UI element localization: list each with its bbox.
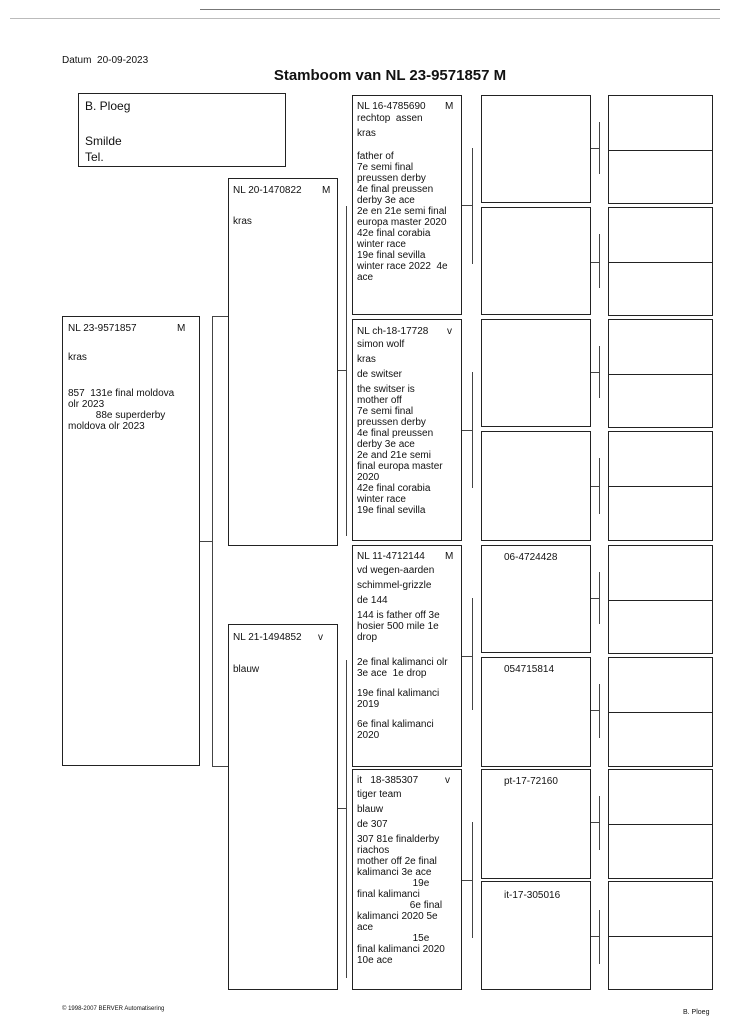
footer-copyright: © 1998-2007 BERVER Automatisering [62, 1006, 165, 1012]
note-line: schimmel-grizzle [357, 580, 432, 591]
connector [338, 808, 346, 809]
note-line: derby 3e ace [357, 195, 415, 206]
gen4-box-4 [481, 431, 591, 541]
connector [472, 148, 473, 264]
connector [462, 430, 472, 431]
gen5-box [608, 936, 713, 990]
connector [599, 796, 600, 850]
note-line: preussen derby [357, 417, 426, 428]
mf-sex: M [445, 551, 454, 562]
gen4-box-2 [481, 207, 591, 315]
subject-box [62, 316, 200, 766]
gen5-box [608, 769, 713, 825]
mother-id: NL 21-1494852 [233, 632, 302, 643]
connector [212, 316, 213, 766]
note-line [357, 710, 461, 719]
connector [599, 572, 600, 624]
gen4-id: 06-4724428 [504, 552, 558, 563]
note-line: 2e final kalimanci olr [357, 657, 448, 668]
father-box [228, 178, 338, 546]
owner-name: B. Ploeg [85, 99, 131, 113]
footer-owner: B. Ploeg [683, 1009, 710, 1016]
connector [346, 206, 347, 536]
note-line: 3e ace 1e drop [357, 668, 427, 679]
note-line: de switser [357, 369, 403, 380]
owner-city: Smilde [85, 134, 122, 148]
father-id: NL 20-1470822 [233, 185, 302, 196]
note-line: riachos [357, 845, 390, 856]
note-line: kalimanci 2020 5e [357, 911, 438, 922]
grandparent-ff-box [352, 95, 462, 315]
gen5-box [608, 150, 713, 204]
father-sex: M [322, 185, 331, 196]
gen5-box [608, 600, 713, 654]
mf-notes [357, 565, 461, 741]
connector [591, 486, 599, 487]
note-line: 2020 [357, 472, 380, 483]
note-line: final kalimanci 2020 [357, 944, 445, 955]
note-line: europa master 2020 [357, 217, 447, 228]
gen5-box [608, 824, 713, 879]
note-line: winter race 2022 4e [357, 261, 448, 272]
connector [591, 936, 599, 937]
grandparent-mm-box [352, 769, 462, 990]
connector [591, 372, 599, 373]
grandparent-mf-box [352, 545, 462, 767]
note-line: final kalimanci [357, 889, 420, 900]
gen5-box [608, 712, 713, 767]
note-line: 42e final corabia [357, 483, 431, 494]
note-line: drop [357, 632, 378, 643]
note-line [357, 643, 461, 657]
grandparent-fm-box [352, 319, 462, 541]
note-line [357, 139, 461, 151]
gen5-box [608, 431, 713, 487]
note-line: father of [357, 151, 394, 162]
connector [591, 262, 599, 263]
note-line: 2020 [357, 730, 380, 741]
connector [591, 710, 599, 711]
gen5-box [608, 262, 713, 316]
note-line: 15e [357, 933, 430, 944]
mother-color: blauw [233, 664, 260, 675]
note-line: 857 131e final moldova [68, 388, 175, 399]
note-line: 144 is father off 3e [357, 610, 440, 621]
connector [599, 122, 600, 174]
subject-id: NL 23-9571857 [68, 323, 137, 334]
connector [462, 880, 472, 881]
note-line: 42e final corabia [357, 228, 431, 239]
note-line: 2019 [357, 699, 380, 710]
gen4-box-1 [481, 95, 591, 203]
gen4-id: pt-17-72160 [504, 776, 558, 787]
mother-sex: v [318, 632, 323, 643]
connector [472, 598, 473, 710]
scan-edge-line [200, 9, 720, 10]
connector [599, 458, 600, 514]
connector [212, 766, 228, 767]
father-color: kras [233, 216, 252, 227]
note-line: blauw [357, 804, 384, 815]
note-line: de 144 [357, 595, 388, 606]
mm-id: it 18-385307 [357, 775, 419, 786]
fm-notes [357, 339, 461, 516]
note-line: kras [357, 354, 376, 365]
subject-color: kras [68, 352, 87, 363]
connector [462, 205, 472, 206]
ff-sex: M [445, 101, 454, 112]
connector [591, 148, 599, 149]
scan-edge-line [10, 18, 720, 19]
gen4-box-3 [481, 319, 591, 427]
note-line: 19e final kalimanci [357, 688, 440, 699]
note-line: 4e final preussen [357, 428, 434, 439]
note-line: winter race [357, 239, 406, 250]
connector [472, 372, 473, 488]
note-line: 2e and 21e semi [357, 450, 431, 461]
note-line: 88e superderby [68, 410, 166, 421]
subject-sex: M [177, 323, 186, 334]
ff-id: NL 16-4785690 [357, 101, 426, 112]
note-line: rechtop assen [357, 113, 423, 124]
connector [472, 822, 473, 938]
connector [212, 316, 228, 317]
note-line: ace [357, 922, 374, 933]
note-line: 10e ace [357, 955, 393, 966]
fm-sex: v [447, 326, 452, 337]
connector [338, 370, 346, 371]
note-line: winter race [357, 494, 406, 505]
mf-id: NL 11-4712144 [357, 551, 425, 562]
connector [200, 541, 212, 542]
note-line: ace [357, 272, 374, 283]
gen5-box [608, 374, 713, 428]
page-title: Stamboom van NL 23-9571857 M [273, 67, 507, 84]
connector [591, 822, 599, 823]
ff-notes [357, 113, 461, 283]
connector [462, 656, 472, 657]
note-line: 19e final sevilla [357, 505, 426, 516]
note-line: 7e semi final [357, 162, 414, 173]
note-line: 4e final preussen [357, 184, 434, 195]
note-line: final europa master [357, 461, 443, 472]
note-line: 19e final sevilla [357, 250, 426, 261]
owner-box [78, 93, 286, 167]
gen4-id: 054715814 [504, 664, 555, 675]
mother-box [228, 624, 338, 990]
note-line: moldova olr 2023 [68, 421, 145, 432]
gen4-id: it-17-305016 [504, 890, 561, 901]
note-line: tiger team [357, 789, 402, 800]
note-line: vd wegen-aarden [357, 565, 435, 576]
gen5-box [608, 545, 713, 601]
note-line [357, 679, 461, 688]
gen4-box-7 [481, 769, 591, 879]
connector [346, 660, 347, 978]
subject-notes [68, 388, 174, 432]
gen4-box-5 [481, 545, 591, 653]
note-line: 307 81e finalderby [357, 834, 440, 845]
note-line: mother off [357, 395, 402, 406]
note-line: hosier 500 mile 1e [357, 621, 439, 632]
note-line: 7e semi final [357, 406, 414, 417]
connector [599, 234, 600, 288]
gen4-box-6 [481, 657, 591, 767]
mm-notes [357, 789, 461, 966]
note-line: kalimanci 3e ace [357, 867, 432, 878]
gen5-box [608, 95, 713, 151]
note-line: simon wolf [357, 339, 405, 350]
gen5-box [608, 319, 713, 375]
note-line: 19e [357, 878, 430, 889]
note-line: preussen derby [357, 173, 426, 184]
gen4-box-8 [481, 881, 591, 990]
note-line: 6e final kalimanci [357, 719, 434, 730]
connector [599, 684, 600, 738]
date-label: Datum 20-09-2023 [62, 55, 149, 66]
fm-id: NL ch-18-17728 [357, 326, 429, 337]
note-line: the switser is [357, 384, 415, 395]
mm-sex: v [445, 775, 450, 786]
gen5-box [608, 657, 713, 713]
note-line: olr 2023 [68, 399, 105, 410]
gen5-box [608, 207, 713, 263]
connector [599, 910, 600, 964]
note-line: kras [357, 128, 376, 139]
connector [599, 346, 600, 398]
gen5-box [608, 486, 713, 541]
connector [591, 598, 599, 599]
note-line: mother off 2e final [357, 856, 437, 867]
owner-tel: Tel. [85, 150, 104, 164]
note-line: 6e final [357, 900, 443, 911]
note-line: derby 3e ace [357, 439, 415, 450]
note-line: 2e en 21e semi final [357, 206, 447, 217]
gen5-box [608, 881, 713, 937]
note-line: de 307 [357, 819, 388, 830]
